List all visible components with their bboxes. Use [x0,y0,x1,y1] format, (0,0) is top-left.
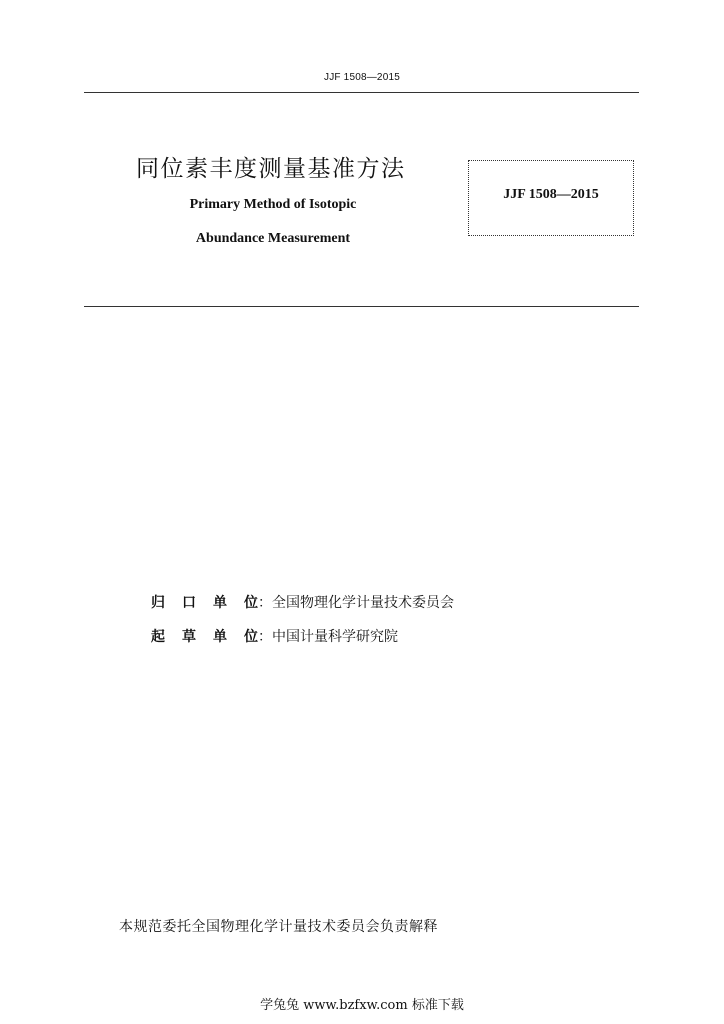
interpretation-note: 本规范委托全国物理化学计量技术委员会负责解释 [119,919,438,935]
label-char: 起 [151,629,165,645]
standard-code: JJF 1508—2015 [503,187,599,202]
label-char: 单 [213,595,227,611]
label-char: 单 [213,629,227,645]
middle-divider [84,306,639,307]
header-standard-code: JJF 1508—2015 [324,72,400,83]
label-separator: ： [258,629,272,645]
responsible-unit-label [151,592,258,612]
label-char: 草 [182,629,196,645]
label-char: 口 [182,595,196,611]
label-char: 位 [244,595,258,611]
standard-code-box [468,160,634,236]
responsible-unit-row [151,592,454,612]
label-char: 归 [151,595,165,611]
label-separator: ： [258,595,272,611]
drafting-unit-label [151,626,258,646]
download-watermark: 学兔兔 www.bzfxw.com 标准下载 [260,998,464,1013]
title-english-line-1: Primary Method of Isotopic [189,197,357,212]
top-divider [84,92,639,93]
title-english-line-2: Abundance Measurement [195,231,351,246]
drafting-unit-value: 中国计量科学研究院 [272,629,398,645]
responsible-unit-value: 全国物理化学计量技术委员会 [272,595,454,611]
drafting-unit-row [151,626,398,646]
label-char: 位 [244,629,258,645]
title-chinese: 同位素丰度测量基准方法 [136,156,406,182]
